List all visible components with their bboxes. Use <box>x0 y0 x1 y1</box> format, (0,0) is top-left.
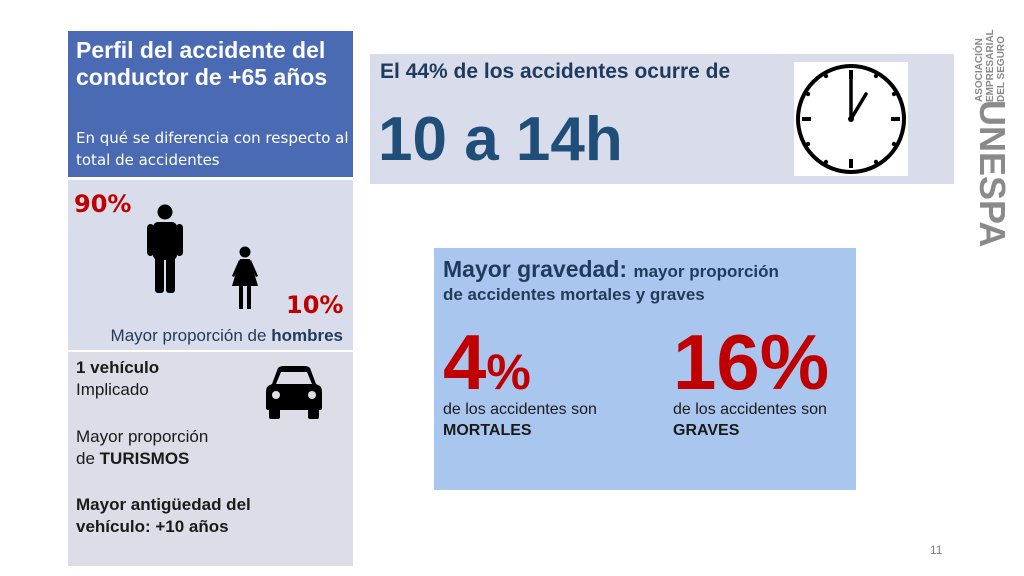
vehicle-age-line2: vehículo: +10 años <box>76 517 229 536</box>
time-lead: El 44% de los accidentes ocurre de <box>380 60 731 83</box>
vehicle-involved: Implicado <box>76 380 149 399</box>
vehicle-type <box>76 448 189 470</box>
serious-label: GRAVES <box>673 422 740 439</box>
logo-tagline-3: DEL SEGURO <box>996 36 1007 102</box>
page-number: 11 <box>930 543 943 557</box>
woman-icon <box>230 246 260 310</box>
severity-panel <box>434 248 856 490</box>
women-percentage: 10% <box>286 291 344 319</box>
time-range: 10 a 14h <box>378 105 623 174</box>
unespa-logo <box>966 10 1024 490</box>
vehicle-type-bold: TURISMOS <box>99 449 190 468</box>
gender-caption <box>68 326 343 346</box>
men-percentage: 90% <box>74 190 132 218</box>
vehicle-age-line1: Mayor antigüedad del <box>76 495 251 514</box>
profile-header <box>68 31 353 177</box>
severity-heading <box>443 256 853 285</box>
car-icon <box>264 364 324 420</box>
fatal-value: 4 <box>443 318 487 406</box>
logo-wordmark: UNESPA <box>972 100 1013 248</box>
vehicle-proportion: Mayor proporción <box>76 427 209 446</box>
logo-tagline-2: EMPRESARIAL <box>985 29 996 102</box>
clock-frame <box>794 62 908 176</box>
gender-caption-text: Mayor proporción de <box>110 326 267 345</box>
man-icon <box>146 204 184 294</box>
fatal-caption: de los accidentes son <box>443 401 597 418</box>
logo-tagline-1: ASOCIACIÓN <box>974 38 985 102</box>
serious-caption: de los accidentes son <box>673 401 827 418</box>
fatal-label: MORTALES <box>443 422 532 439</box>
clock-icon <box>794 62 908 176</box>
severity-heading-line2: de accidentes mortales y graves <box>443 285 705 304</box>
profile-title: Perfil del accidente del conductor de +65 años <box>76 37 328 90</box>
severity-heading-bold: Mayor gravedad: <box>443 256 628 282</box>
fatal-unit: % <box>486 344 531 400</box>
serious-percentage: 16% <box>673 318 830 406</box>
vehicle-panel <box>68 352 353 566</box>
severity-heading-rest: mayor proporción <box>633 262 779 281</box>
vehicle-type-prefix: de <box>76 449 95 468</box>
vehicle-count: 1 vehículo <box>76 358 160 377</box>
time-panel <box>370 54 954 184</box>
gender-panel <box>68 180 353 350</box>
profile-subtitle: En qué se diferencia con respecto al total de accidentes <box>76 129 349 169</box>
gender-caption-bold: hombres <box>271 326 343 345</box>
